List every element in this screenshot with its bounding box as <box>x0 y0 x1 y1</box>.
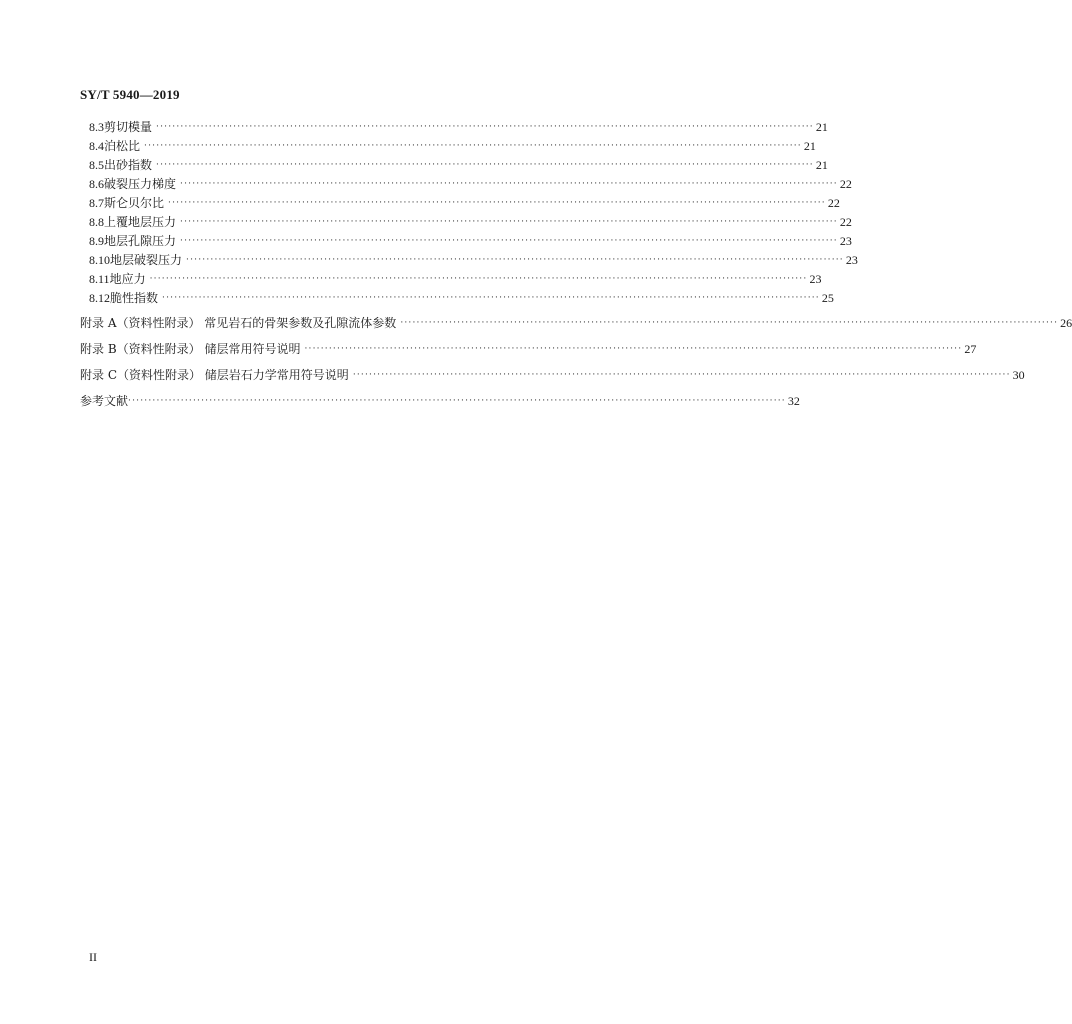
toc-entry-appendix-b[interactable] <box>80 340 977 358</box>
toc-leader: ·································································································································································· <box>304 344 963 354</box>
toc-entry-page: 21 <box>803 139 816 153</box>
toc-entry-title: 出砂指数 <box>104 158 153 172</box>
toc-entry-page: 21 <box>815 120 828 134</box>
toc-entry-8-12[interactable] <box>89 289 834 307</box>
toc-entry-page: 27 <box>964 342 977 356</box>
toc-entry-references[interactable] <box>80 392 800 410</box>
toc-leader: ·································································································································································· <box>156 122 814 132</box>
toc-entry-8-4[interactable] <box>89 137 816 155</box>
toc-entry-8-5[interactable] <box>89 156 828 174</box>
toc-entry-page: 23 <box>845 253 858 267</box>
toc-entry-title: 上覆地层压力 <box>104 215 177 229</box>
toc-entry-title: 地层破裂压力 <box>110 253 183 267</box>
toc-entry-title: 附录 C（资料性附录） 储层岩石力学常用符号说明 <box>80 368 349 382</box>
toc-entry-page: 22 <box>827 196 840 210</box>
toc-entry-title: 斯仑贝尔比 <box>104 196 165 210</box>
toc-entry-title: 附录 A（资料性附录） 常见岩石的骨架参数及孔隙流体参数 <box>80 316 397 330</box>
toc-leader: ·································································································································································· <box>186 255 844 265</box>
toc-entry-title: 地应力 <box>109 272 146 286</box>
toc-entry-8-11[interactable] <box>89 270 822 288</box>
toc-leader: ·································································································································································· <box>144 141 802 151</box>
toc-entry-8-8[interactable] <box>89 213 852 231</box>
toc-leader: ·································································································································································· <box>149 274 808 284</box>
toc-entry-8-10[interactable] <box>89 251 858 269</box>
toc-entry-8-3[interactable] <box>89 118 828 136</box>
toc-entry-page: 23 <box>839 234 852 248</box>
toc-entry-page: 21 <box>815 158 828 172</box>
toc-entry-title: 参考文献 <box>80 394 129 408</box>
toc-entry-page: 30 <box>1012 368 1025 382</box>
toc-entry-8-7[interactable] <box>89 194 840 212</box>
toc-entry-number: 8.10 <box>89 253 110 267</box>
toc-entry-8-9[interactable] <box>89 232 852 250</box>
toc-leader: ·································································································································································· <box>352 370 1011 380</box>
toc-entry-8-6[interactable] <box>89 175 852 193</box>
toc-entry-number: 8.11 <box>89 272 110 286</box>
toc-leader: ·································································································································································· <box>180 217 838 227</box>
toc-leader: ·································································································································································· <box>168 198 826 208</box>
toc-leader: ·································································································································································· <box>156 160 814 170</box>
toc-entry-number: 8.3 <box>89 120 104 134</box>
toc-entry-number: 8.8 <box>89 215 104 229</box>
toc-entry-page: 23 <box>809 272 822 286</box>
toc-entry-number: 8.9 <box>89 234 104 248</box>
toc-entry-appendix-a[interactable] <box>80 314 1072 332</box>
toc-entry-page: 25 <box>821 291 834 305</box>
toc-entry-page: 22 <box>839 215 852 229</box>
toc-entry-title: 泊松比 <box>104 139 141 153</box>
toc-entry-number: 8.5 <box>89 158 104 172</box>
toc-entry-title: 附录 B（资料性附录） 储层常用符号说明 <box>80 342 301 356</box>
toc-entry-page: 22 <box>839 177 852 191</box>
toc-entry-number: 8.6 <box>89 177 104 191</box>
toc-entry-page: 32 <box>787 394 800 408</box>
standard-code: SY/T 5940—2019 <box>80 87 180 102</box>
toc-entry-title: 破裂压力梯度 <box>104 177 177 191</box>
page-number: II <box>89 950 97 964</box>
toc-entry-title: 脆性指数 <box>110 291 159 305</box>
toc-leader: ·································································································································································· <box>180 179 838 189</box>
toc-entry-number: 8.12 <box>89 291 110 305</box>
toc-entry-page: 26 <box>1060 316 1072 330</box>
toc-leader: ·································································································································································· <box>180 236 838 246</box>
toc-entry-title: 剪切模量 <box>104 120 153 134</box>
toc-leader: ·································································································································································· <box>128 396 786 406</box>
toc-entry-number: 8.7 <box>89 196 104 210</box>
toc-entry-number: 8.4 <box>89 139 104 153</box>
toc-leader: ·································································································································································· <box>400 318 1059 328</box>
toc-entry-appendix-c[interactable] <box>80 366 1025 384</box>
toc-entry-title: 地层孔隙压力 <box>104 234 177 248</box>
toc-leader: ·································································································································································· <box>162 293 820 303</box>
